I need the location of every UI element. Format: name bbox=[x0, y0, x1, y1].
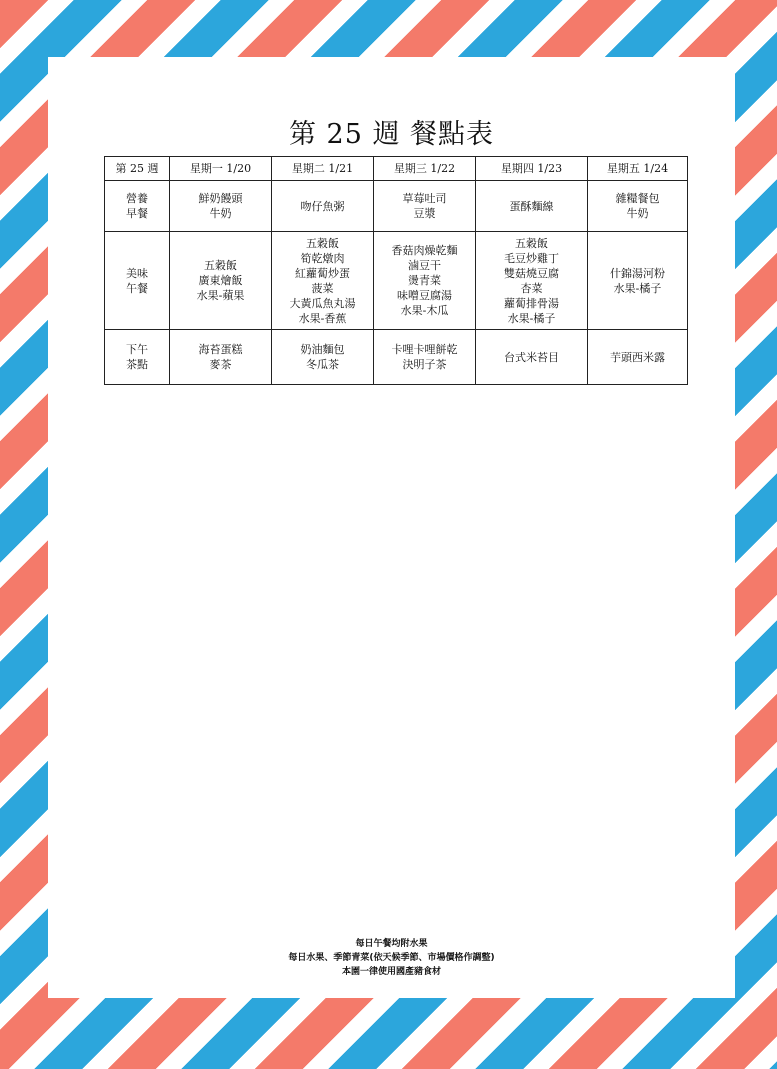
page-title: 第 25 週 餐點表 bbox=[288, 119, 495, 150]
day-header-mon: 星期一 1/20 bbox=[170, 157, 272, 181]
menu-item: 水果-橘子 bbox=[613, 281, 662, 295]
row-label-line: 美味 bbox=[126, 266, 148, 280]
footer-note: 本園一律使用國產豬食材 bbox=[341, 967, 441, 977]
menu-cell bbox=[272, 181, 374, 232]
day-header-wed: 星期三 1/22 bbox=[374, 157, 476, 181]
menu-cell bbox=[170, 181, 272, 232]
day-header-fri: 星期五 1/24 bbox=[588, 157, 688, 181]
menu-item: 鮮奶饅頭 bbox=[198, 192, 243, 205]
menu-item: 卡哩卡哩餅乾 bbox=[391, 343, 458, 356]
footer-note: 每日水果、季節青菜(依天候季節、市場價格作調整) bbox=[288, 953, 495, 963]
footer-notes bbox=[48, 937, 735, 979]
menu-cell bbox=[170, 330, 272, 385]
week-header: 第 25 週 bbox=[105, 157, 170, 181]
day-header-tue: 星期二 1/21 bbox=[272, 157, 374, 181]
menu-cell bbox=[588, 330, 688, 385]
menu-item: 毛豆炒雞丁 bbox=[504, 251, 559, 265]
header-row bbox=[105, 157, 688, 181]
snack-row bbox=[105, 330, 688, 385]
menu-item: 大黃瓜魚丸湯 bbox=[289, 296, 356, 310]
menu-item: 什錦湯河粉 bbox=[610, 266, 665, 280]
menu-item: 蛋酥麵線 bbox=[509, 199, 554, 213]
menu-cell bbox=[476, 232, 588, 330]
menu-item: 滷豆干 bbox=[408, 259, 441, 272]
menu-cell bbox=[476, 181, 588, 232]
menu-item: 水果-蘋果 bbox=[196, 289, 245, 302]
menu-item: 草莓吐司 bbox=[402, 192, 447, 205]
menu-item: 水果-香蕉 bbox=[298, 311, 347, 325]
menu-item: 廣東燴飯 bbox=[198, 274, 243, 287]
menu-item: 奶油麵包 bbox=[300, 343, 345, 356]
menu-cell bbox=[170, 232, 272, 330]
row-label bbox=[105, 330, 170, 385]
menu-cell bbox=[374, 181, 476, 232]
meal-table bbox=[104, 156, 688, 385]
menu-cell bbox=[374, 330, 476, 385]
menu-item: 海苔蛋糕 bbox=[198, 343, 243, 356]
row-label-line: 茶點 bbox=[126, 358, 148, 371]
menu-item: 香菇肉燥乾麵 bbox=[391, 244, 458, 257]
menu-item: 冬瓜茶 bbox=[306, 358, 339, 371]
menu-cell bbox=[272, 232, 374, 330]
menu-item: 麥茶 bbox=[209, 358, 232, 371]
menu-item: 水果-橘子 bbox=[507, 311, 556, 325]
menu-cell bbox=[476, 330, 588, 385]
menu-sheet bbox=[48, 57, 735, 998]
menu-item: 菠菜 bbox=[311, 281, 334, 295]
menu-item: 杏菜 bbox=[520, 281, 543, 295]
menu-item: 五穀飯 bbox=[306, 236, 339, 250]
menu-item: 筍乾燉肉 bbox=[300, 251, 345, 265]
menu-item: 水果-木瓜 bbox=[400, 304, 449, 317]
menu-cell bbox=[272, 330, 374, 385]
menu-item: 豆漿 bbox=[413, 207, 436, 220]
menu-item: 五穀飯 bbox=[204, 259, 237, 272]
row-label bbox=[105, 181, 170, 232]
menu-item: 牛奶 bbox=[209, 207, 232, 220]
day-header-thu: 星期四 1/23 bbox=[476, 157, 588, 181]
breakfast-row bbox=[105, 181, 688, 232]
menu-item: 牛奶 bbox=[626, 207, 649, 220]
row-label-line: 午餐 bbox=[126, 281, 148, 295]
menu-cell bbox=[374, 232, 476, 330]
menu-item: 雙菇燒豆腐 bbox=[504, 266, 559, 280]
menu-item: 燙青菜 bbox=[408, 274, 441, 287]
menu-cell bbox=[588, 181, 688, 232]
row-label bbox=[105, 232, 170, 330]
row-label-line: 營養 bbox=[126, 192, 148, 205]
menu-item: 芋頭西米露 bbox=[610, 350, 665, 364]
row-label-line: 早餐 bbox=[126, 207, 148, 220]
row-label-line: 下午 bbox=[126, 343, 148, 356]
menu-item: 吻仔魚粥 bbox=[300, 199, 345, 213]
menu-item: 味噌豆腐湯 bbox=[397, 289, 452, 302]
menu-item: 決明子茶 bbox=[402, 358, 447, 371]
menu-item: 五穀飯 bbox=[515, 236, 548, 250]
footer-note: 每日午餐均附水果 bbox=[355, 939, 428, 949]
menu-item: 雜糧餐包 bbox=[615, 192, 660, 205]
menu-cell bbox=[588, 232, 688, 330]
menu-item: 蘿蔔排骨湯 bbox=[504, 296, 559, 310]
lunch-row bbox=[105, 232, 688, 330]
menu-item: 台式米苔目 bbox=[504, 350, 559, 364]
menu-item: 紅蘿蔔炒蛋 bbox=[295, 266, 350, 280]
